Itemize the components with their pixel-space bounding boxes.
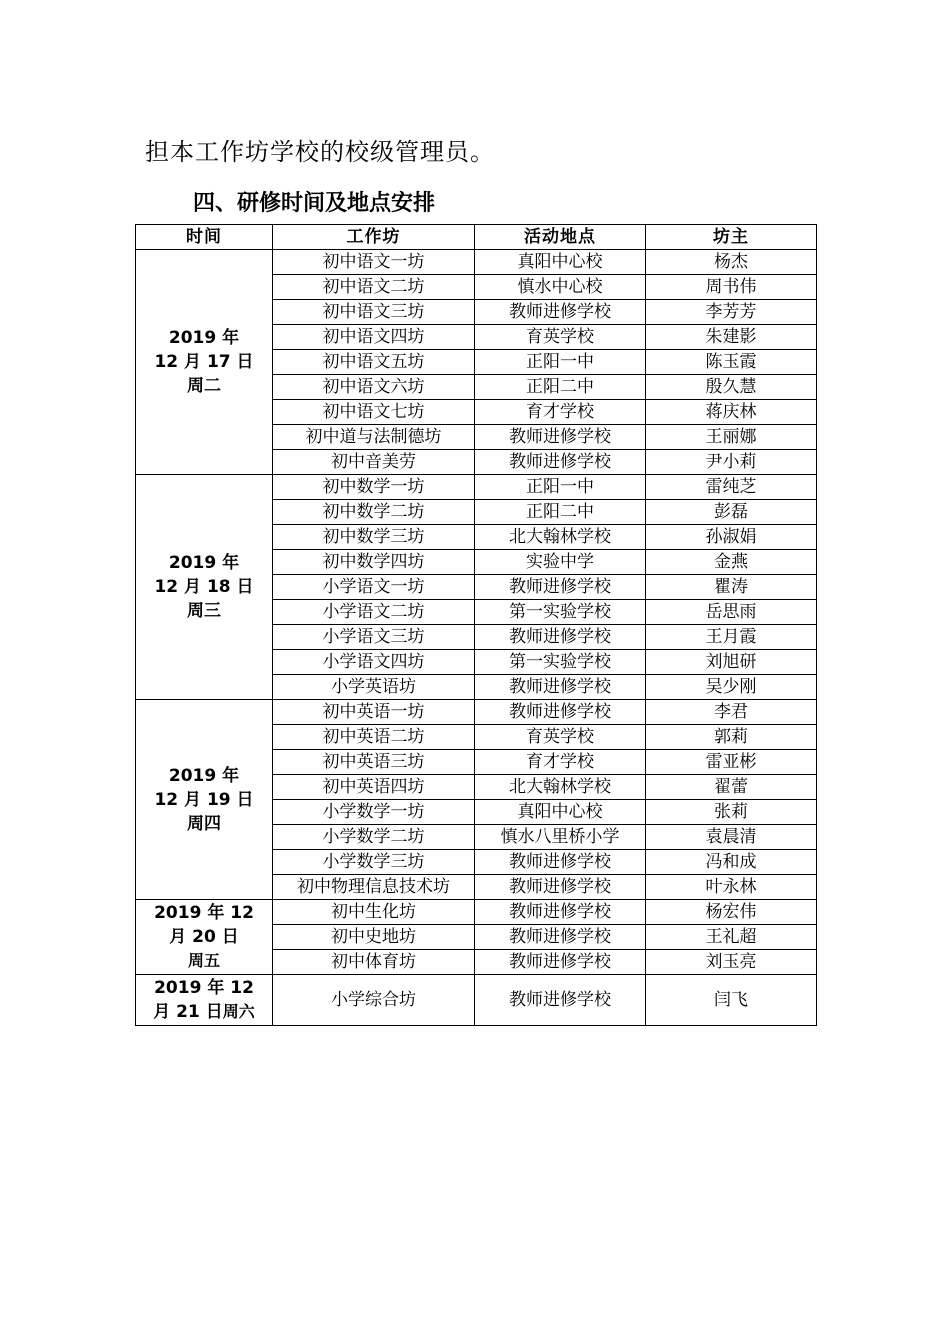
- workshop-cell: 小学综合坊: [273, 975, 475, 1026]
- workshop-cell: 小学语文四坊: [273, 650, 475, 675]
- host-cell: 瞿涛: [646, 575, 817, 600]
- table-row: [136, 475, 817, 500]
- workshop-cell: 初中生化坊: [273, 900, 475, 925]
- host-cell: 翟蕾: [646, 775, 817, 800]
- host-cell: 孙淑娟: [646, 525, 817, 550]
- host-cell: 闫飞: [646, 975, 817, 1026]
- intro-text: 担本工作坊学校的校级管理员。: [145, 138, 495, 166]
- location-cell: 真阳中心校: [475, 250, 646, 275]
- schedule-body: [136, 250, 817, 1026]
- workshop-cell: 初中体育坊: [273, 950, 475, 975]
- table-row: [136, 250, 817, 275]
- date-line: 2019 年 12: [154, 903, 254, 923]
- table-row: [136, 700, 817, 725]
- host-cell: 王月霞: [646, 625, 817, 650]
- workshop-cell: 初中英语四坊: [273, 775, 475, 800]
- workshop-cell: 初中语文七坊: [273, 400, 475, 425]
- table-header-row: [136, 225, 817, 250]
- header-location: 活动地点: [475, 225, 646, 250]
- host-cell: 冯和成: [646, 850, 817, 875]
- host-cell: 陈玉霞: [646, 350, 817, 375]
- workshop-cell: 初中音美劳: [273, 450, 475, 475]
- date-line: 12 月 19 日: [154, 789, 254, 810]
- host-cell: 刘玉亮: [646, 950, 817, 975]
- host-cell: 王礼超: [646, 925, 817, 950]
- header-time: 时间: [136, 225, 273, 250]
- workshop-cell: 初中数学一坊: [273, 475, 475, 500]
- workshop-cell: 初中语文四坊: [273, 325, 475, 350]
- location-cell: 第一实验学校: [475, 650, 646, 675]
- host-cell: 杨宏伟: [646, 900, 817, 925]
- location-cell: 教师进修学校: [475, 625, 646, 650]
- workshop-cell: 初中道与法制德坊: [273, 425, 475, 450]
- host-cell: 李君: [646, 700, 817, 725]
- schedule-table: [135, 224, 817, 1026]
- location-cell: 正阳一中: [475, 350, 646, 375]
- location-cell: 教师进修学校: [475, 675, 646, 700]
- location-cell: 慎水八里桥小学: [475, 825, 646, 850]
- header-workshop: 工作坊: [273, 225, 475, 250]
- date-line: 周六: [222, 1002, 255, 1021]
- location-cell: 正阳二中: [475, 375, 646, 400]
- host-cell: 周书伟: [646, 275, 817, 300]
- location-cell: 育英学校: [475, 725, 646, 750]
- host-cell: 朱建影: [646, 325, 817, 350]
- workshop-cell: 初中语文一坊: [273, 250, 475, 275]
- host-cell: 尹小莉: [646, 450, 817, 475]
- date-line: 2019 年 12: [154, 978, 254, 998]
- host-cell: 蒋庆林: [646, 400, 817, 425]
- table-row: [136, 900, 817, 925]
- location-cell: 教师进修学校: [475, 450, 646, 475]
- date-cell: [136, 475, 273, 700]
- date-line: 周五: [187, 951, 220, 970]
- workshop-cell: 小学语文二坊: [273, 600, 475, 625]
- host-cell: 杨杰: [646, 250, 817, 275]
- workshop-cell: 初中语文六坊: [273, 375, 475, 400]
- date-line: 周二: [187, 376, 221, 396]
- workshop-cell: 初中语文二坊: [273, 275, 475, 300]
- date-cell: [136, 250, 273, 475]
- workshop-cell: 初中数学三坊: [273, 525, 475, 550]
- workshop-cell: 初中英语二坊: [273, 725, 475, 750]
- host-cell: 张莉: [646, 800, 817, 825]
- date-cell: [136, 975, 273, 1026]
- workshop-cell: 小学数学一坊: [273, 800, 475, 825]
- workshop-cell: 初中英语一坊: [273, 700, 475, 725]
- location-cell: 北大翰林学校: [475, 775, 646, 800]
- date-line: 2019 年: [168, 328, 240, 348]
- header-host: 坊主: [646, 225, 817, 250]
- location-cell: 真阳中心校: [475, 800, 646, 825]
- host-cell: 吴少刚: [646, 675, 817, 700]
- date-cell: [136, 700, 273, 900]
- location-cell: 正阳二中: [475, 500, 646, 525]
- workshop-cell: 小学语文三坊: [273, 625, 475, 650]
- location-cell: 教师进修学校: [475, 575, 646, 600]
- workshop-cell: 初中史地坊: [273, 925, 475, 950]
- date-line: 周四: [187, 813, 221, 834]
- workshop-cell: 初中语文三坊: [273, 300, 475, 325]
- date-line: 2019 年: [168, 765, 240, 786]
- workshop-cell: 小学数学二坊: [273, 825, 475, 850]
- host-cell: 郭莉: [646, 725, 817, 750]
- location-cell: 正阳一中: [475, 475, 646, 500]
- host-cell: 金燕: [646, 550, 817, 575]
- location-cell: 慎水中心校: [475, 275, 646, 300]
- host-cell: 彭磊: [646, 500, 817, 525]
- workshop-cell: 小学语文一坊: [273, 575, 475, 600]
- date-line: 2019 年: [168, 553, 240, 573]
- date-line: 12 月 17 日: [154, 352, 254, 372]
- location-cell: 教师进修学校: [475, 850, 646, 875]
- host-cell: 雷亚彬: [646, 750, 817, 775]
- date-line: 12 月 18 日: [154, 577, 254, 597]
- host-cell: 刘旭研: [646, 650, 817, 675]
- host-cell: 叶永林: [646, 875, 817, 900]
- workshop-cell: 小学数学三坊: [273, 850, 475, 875]
- location-cell: 育才学校: [475, 400, 646, 425]
- location-cell: 教师进修学校: [475, 925, 646, 950]
- date-line: 月 21 日: [153, 1002, 223, 1022]
- host-cell: 李芳芳: [646, 300, 817, 325]
- workshop-cell: 初中物理信息技术坊: [273, 875, 475, 900]
- location-cell: 教师进修学校: [475, 875, 646, 900]
- location-cell: 育才学校: [475, 750, 646, 775]
- table-row: [136, 975, 817, 1026]
- date-cell: [136, 900, 273, 975]
- host-cell: 殷久慧: [646, 375, 817, 400]
- location-cell: 第一实验学校: [475, 600, 646, 625]
- host-cell: 袁晨清: [646, 825, 817, 850]
- location-cell: 教师进修学校: [475, 975, 646, 1026]
- location-cell: 教师进修学校: [475, 950, 646, 975]
- workshop-cell: 小学英语坊: [273, 675, 475, 700]
- location-cell: 教师进修学校: [475, 700, 646, 725]
- location-cell: 北大翰林学校: [475, 525, 646, 550]
- location-cell: 教师进修学校: [475, 900, 646, 925]
- host-cell: 王丽娜: [646, 425, 817, 450]
- date-line: 月 20 日: [169, 927, 239, 947]
- location-cell: 育英学校: [475, 325, 646, 350]
- workshop-cell: 初中语文五坊: [273, 350, 475, 375]
- location-cell: 教师进修学校: [475, 425, 646, 450]
- location-cell: 实验中学: [475, 550, 646, 575]
- workshop-cell: 初中数学四坊: [273, 550, 475, 575]
- host-cell: 岳思雨: [646, 600, 817, 625]
- section-heading: 四、研修时间及地点安排: [193, 191, 436, 216]
- location-cell: 教师进修学校: [475, 300, 646, 325]
- date-line: 周三: [187, 601, 221, 621]
- host-cell: 雷纯芝: [646, 475, 817, 500]
- workshop-cell: 初中英语三坊: [273, 750, 475, 775]
- workshop-cell: 初中数学二坊: [273, 500, 475, 525]
